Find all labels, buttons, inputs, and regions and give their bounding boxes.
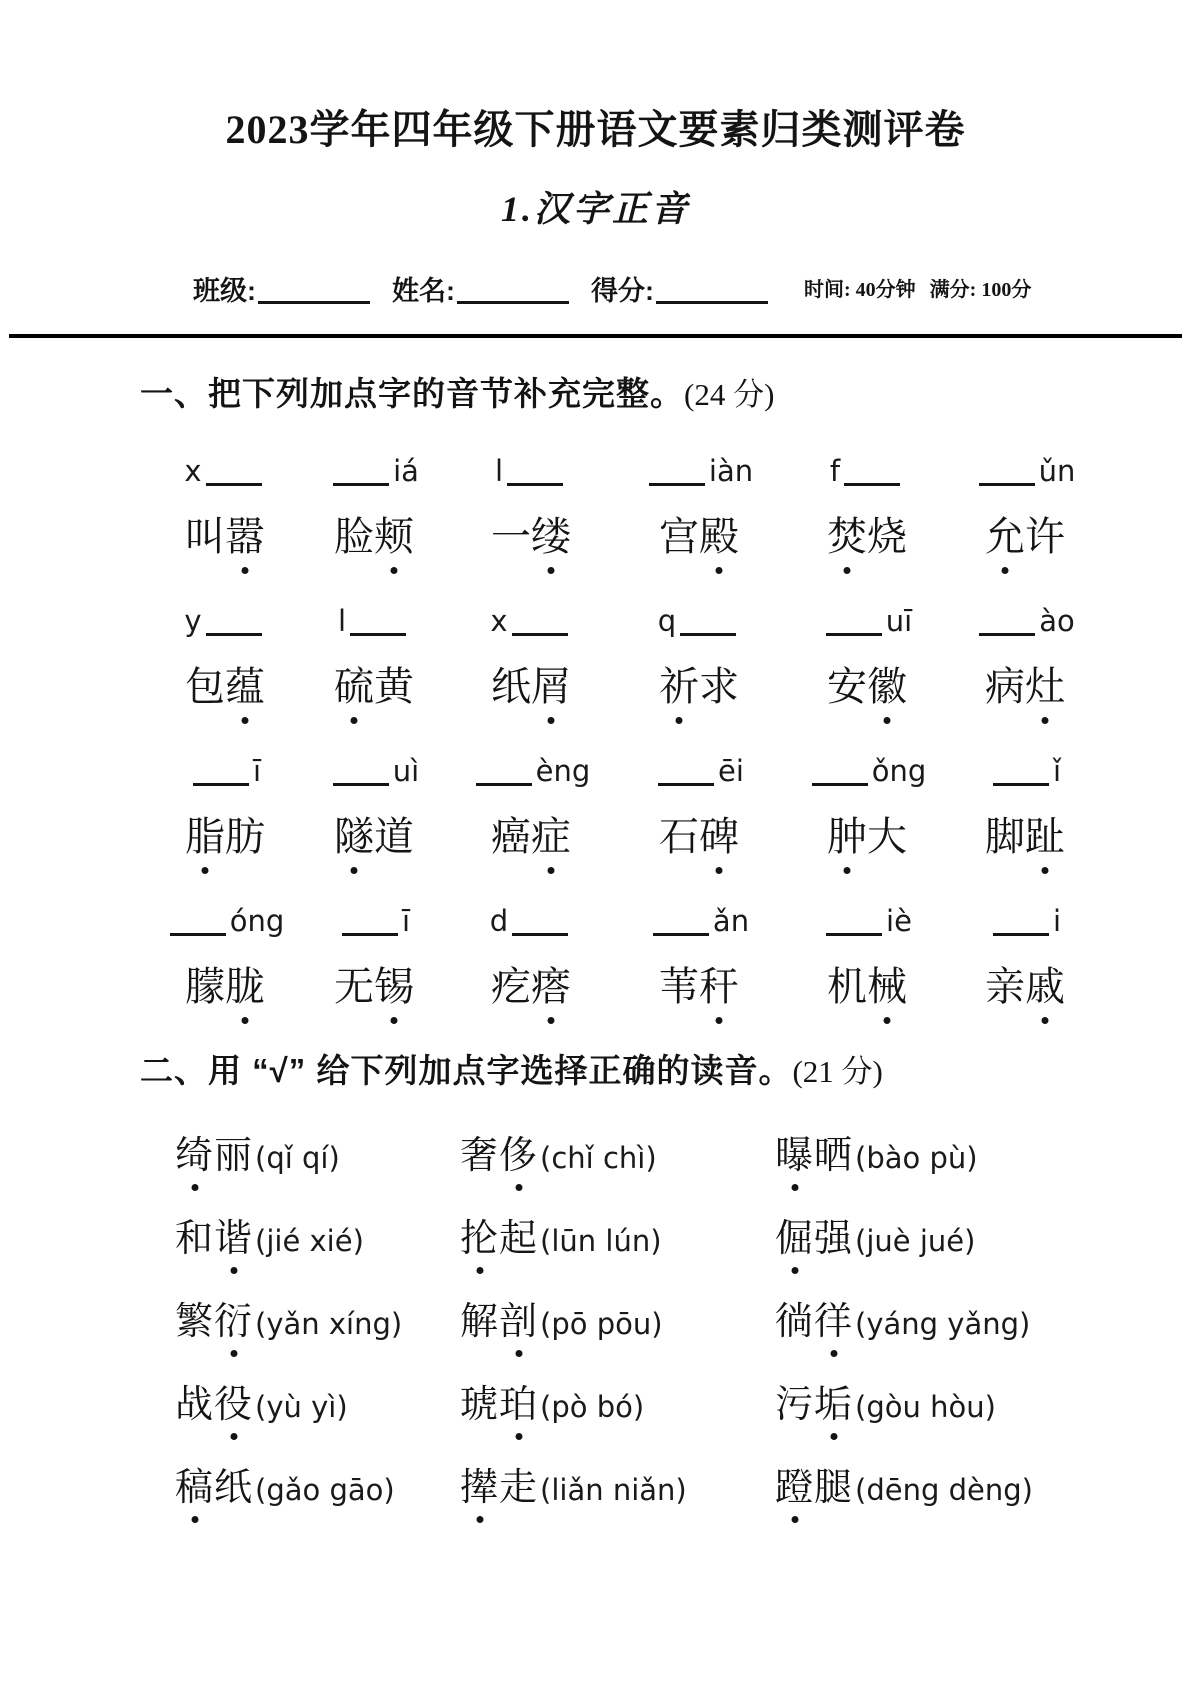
- dotted-character: 秆: [699, 959, 739, 1015]
- choice-item: [775, 1377, 1191, 1441]
- pinyin-options: (pò bó): [540, 1390, 645, 1424]
- word: [827, 664, 907, 709]
- pinyin-options: (liǎn niǎn): [540, 1473, 687, 1507]
- word: [185, 814, 265, 859]
- word: [827, 814, 907, 859]
- pinyin-initial: d: [489, 904, 509, 938]
- pinyin-item: [614, 449, 784, 493]
- word: [985, 514, 1065, 559]
- character: 亲: [985, 964, 1025, 1009]
- pinyin-blank-line: [333, 480, 389, 486]
- word: [460, 1301, 538, 1343]
- section-2-points: (21 分): [792, 1054, 883, 1089]
- dotted-character: 蹬: [775, 1460, 814, 1516]
- pinyin-blank-line: [826, 930, 882, 936]
- pinyin-row-1: [150, 449, 1191, 493]
- pinyin-options: (bào pù): [855, 1141, 978, 1175]
- pinyin-item: [448, 899, 614, 943]
- dotted-character: 硫: [334, 659, 374, 715]
- pinyin-blank-line: [206, 630, 262, 636]
- pinyin-options: (gòu hòu): [855, 1390, 996, 1424]
- character: 道: [374, 814, 414, 859]
- word: [985, 964, 1065, 1009]
- full-score-text: 满分: 100分: [929, 279, 1032, 301]
- character: 病: [985, 664, 1025, 709]
- pinyin-options: (yǎn xíng): [255, 1307, 403, 1341]
- pinyin-item: [150, 599, 300, 643]
- pinyin-final: uī: [885, 604, 913, 638]
- pinyin-initial: f: [829, 454, 841, 488]
- character: 奢: [460, 1135, 500, 1177]
- character: 琥: [460, 1384, 500, 1426]
- dotted-character: 蕴: [225, 659, 265, 715]
- word: [827, 514, 907, 559]
- section-1-points: (24 分): [684, 377, 775, 412]
- pinyin-item: [150, 449, 300, 493]
- character: 纸: [214, 1467, 254, 1509]
- word: [985, 814, 1065, 859]
- dotted-character: 徽: [867, 659, 907, 715]
- pinyin-blank-line: [350, 630, 406, 636]
- choice-row-5: [175, 1460, 1191, 1524]
- pinyin-item: [448, 599, 614, 643]
- pinyin-initial: l: [337, 604, 347, 638]
- pinyin-row-4: [150, 899, 1191, 943]
- pinyin-item: [784, 749, 950, 793]
- word-item: [448, 659, 614, 715]
- dotted-character: 殿: [699, 509, 739, 565]
- word: [659, 514, 739, 559]
- dotted-character: 曝: [775, 1128, 814, 1184]
- character: 大: [867, 814, 907, 859]
- word: [775, 1467, 853, 1509]
- dotted-character: 侈: [499, 1128, 538, 1184]
- pinyin-blank-line: [512, 930, 568, 936]
- pinyin-row-3: [150, 749, 1191, 793]
- dotted-character: 碑: [699, 809, 739, 865]
- section-1-heading: [140, 368, 1191, 415]
- choice-item: [775, 1294, 1191, 1358]
- character: 苇: [659, 964, 699, 1009]
- choice-item: [460, 1128, 775, 1192]
- word-item: [150, 959, 300, 1015]
- pinyin-options: (qǐ qí): [255, 1141, 340, 1175]
- word: [775, 1384, 853, 1426]
- choice-item: [175, 1377, 460, 1441]
- pinyin-item: [950, 599, 1100, 643]
- pinyin-final: óng: [229, 904, 285, 938]
- word-item: [448, 959, 614, 1015]
- reading-choice-grid: [175, 1128, 1191, 1524]
- dotted-character: 绮: [175, 1128, 214, 1184]
- class-blank-line: [258, 296, 370, 304]
- character: 叫: [185, 514, 225, 559]
- word: [175, 1384, 253, 1426]
- class-label: 班级:: [193, 276, 256, 306]
- pinyin-blank-line: [193, 780, 249, 786]
- dotted-character: 锡: [374, 959, 414, 1015]
- character: 解: [460, 1301, 500, 1343]
- word-item: [150, 509, 300, 565]
- character: 朦: [185, 964, 225, 1009]
- pinyin-options: (juè jué): [855, 1224, 976, 1258]
- word-item: [448, 509, 614, 565]
- word: [460, 1218, 538, 1260]
- section-2: [0, 1045, 1191, 1524]
- pinyin-item: [300, 449, 448, 493]
- pinyin-options: (chǐ chì): [540, 1141, 657, 1175]
- word-item: [784, 809, 950, 865]
- word: [460, 1135, 538, 1177]
- dotted-character: 趾: [1025, 809, 1065, 865]
- pinyin-final: uì: [392, 754, 420, 788]
- word: [175, 1135, 253, 1177]
- word-item: [300, 809, 448, 865]
- character: 石: [659, 814, 699, 859]
- pinyin-options: (pō pōu): [540, 1307, 663, 1341]
- dotted-character: 焚: [827, 509, 867, 565]
- dotted-character: 徉: [814, 1294, 853, 1350]
- character: 一: [491, 514, 531, 559]
- character: 许: [1025, 514, 1065, 559]
- dotted-character: 屑: [531, 659, 571, 715]
- character: 求: [699, 664, 739, 709]
- pinyin-options: (dēng dèng): [855, 1473, 1033, 1507]
- word-item: [150, 659, 300, 715]
- name-label: 姓名:: [392, 276, 455, 306]
- dotted-character: 垢: [814, 1377, 853, 1433]
- word: [775, 1301, 853, 1343]
- pinyin-item: [614, 899, 784, 943]
- choice-item: [175, 1211, 460, 1275]
- pinyin-initial: q: [657, 604, 677, 638]
- dotted-character: 戚: [1025, 959, 1065, 1015]
- character: 脚: [985, 814, 1025, 859]
- pinyin-blank-line: [993, 780, 1049, 786]
- character: 丽: [214, 1135, 254, 1177]
- pinyin-initial: l: [494, 454, 504, 488]
- section-2-heading-text: 二、用 “√” 给下列加点字选择正确的读音。: [140, 1052, 793, 1089]
- dotted-character: 症: [531, 809, 571, 865]
- paper-title: 2023学年四年级下册语文要素归类测评卷: [225, 107, 966, 152]
- word: [985, 664, 1065, 709]
- pinyin-initial: y: [184, 604, 202, 638]
- word: [659, 964, 739, 1009]
- word: [491, 814, 571, 859]
- dotted-character: 颊: [374, 509, 414, 565]
- pinyin-item: [784, 449, 950, 493]
- word: [775, 1218, 853, 1260]
- word-item: [784, 659, 950, 715]
- dotted-character: 灶: [1025, 659, 1065, 715]
- word: [175, 1301, 253, 1343]
- pinyin-blank-line: [653, 930, 709, 936]
- character: 腿: [814, 1467, 854, 1509]
- character: 包: [185, 664, 225, 709]
- character: 强: [814, 1218, 854, 1260]
- word: [334, 514, 414, 559]
- choice-item: [775, 1460, 1191, 1524]
- pinyin-blank-line: [507, 480, 563, 486]
- choice-item: [175, 1460, 460, 1524]
- word-item: [614, 809, 784, 865]
- character: 肪: [225, 814, 265, 859]
- word-item: [614, 959, 784, 1015]
- word-item: [614, 659, 784, 715]
- dotted-character: 缕: [531, 509, 571, 565]
- pinyin-blank-line: [844, 480, 900, 486]
- word: [175, 1218, 253, 1260]
- pinyin-blank-line: [476, 780, 532, 786]
- pinyin-final: ēi: [718, 754, 744, 788]
- word: [460, 1467, 538, 1509]
- character: 污: [775, 1384, 815, 1426]
- dotted-character: 剖: [499, 1294, 538, 1350]
- choice-item: [775, 1128, 1191, 1192]
- word-item: [950, 509, 1100, 565]
- pinyin-final: ǎn: [712, 904, 750, 938]
- pinyin-blank-line: [512, 630, 568, 636]
- word: [491, 664, 571, 709]
- pinyin-final: ǐ: [1052, 754, 1062, 788]
- word-item: [784, 509, 950, 565]
- word-item: [150, 809, 300, 865]
- pinyin-item: [300, 599, 448, 643]
- word: [775, 1135, 853, 1177]
- word: [185, 514, 265, 559]
- word-row-4: [150, 959, 1191, 1015]
- word-row-1: [150, 509, 1191, 565]
- choice-item: [775, 1211, 1191, 1275]
- character: 烧: [867, 514, 907, 559]
- word: [185, 664, 265, 709]
- word-item: [950, 659, 1100, 715]
- dotted-character: 倔: [775, 1211, 814, 1267]
- choice-item: [175, 1128, 460, 1192]
- pinyin-final: ǔn: [1038, 454, 1076, 488]
- pinyin-item: [614, 749, 784, 793]
- word-row-3: [150, 809, 1191, 865]
- pinyin-item: [950, 749, 1100, 793]
- pinyin-final: ī: [401, 904, 411, 938]
- character: 走: [499, 1467, 539, 1509]
- dotted-character: 允: [985, 509, 1025, 565]
- character: 疙: [491, 964, 531, 1009]
- pinyin-final: iá: [393, 454, 419, 488]
- dotted-character: 瘩: [531, 959, 571, 1015]
- pinyin-item: [950, 449, 1100, 493]
- pinyin-item: [784, 599, 950, 643]
- pinyin-options: (gǎo gāo): [255, 1473, 395, 1507]
- word-item: [300, 509, 448, 565]
- word-row-2: [150, 659, 1191, 715]
- word-item: [300, 959, 448, 1015]
- word: [827, 964, 907, 1009]
- pinyin-options: (yáng yǎng): [855, 1307, 1031, 1341]
- dotted-character: 祈: [659, 659, 699, 715]
- pinyin-item: [300, 749, 448, 793]
- dotted-character: 胧: [225, 959, 265, 1015]
- header-divider-line: [9, 334, 1182, 338]
- pinyin-initial: x: [490, 604, 508, 638]
- word-item: [614, 509, 784, 565]
- pinyin-blank-line: [649, 480, 705, 486]
- word: [460, 1384, 538, 1426]
- pinyin-blank-line: [812, 780, 868, 786]
- dotted-character: 稿: [175, 1460, 214, 1516]
- pinyin-item: [448, 749, 614, 793]
- character: 晒: [814, 1135, 854, 1177]
- pinyin-final: iàn: [708, 454, 754, 488]
- paper-subtitle: 1.汉字正音: [500, 189, 690, 229]
- word: [334, 814, 414, 859]
- choice-item: [460, 1211, 775, 1275]
- pinyin-final: ī: [252, 754, 262, 788]
- choice-row-1: [175, 1128, 1191, 1192]
- character: 起: [499, 1218, 539, 1260]
- dotted-character: 珀: [499, 1377, 538, 1433]
- word: [659, 664, 739, 709]
- section-2-heading: [140, 1045, 1191, 1092]
- name-blank-line: [457, 296, 569, 304]
- pinyin-item: [150, 749, 300, 793]
- dotted-character: 械: [867, 959, 907, 1015]
- choice-row-4: [175, 1377, 1191, 1441]
- word: [659, 814, 739, 859]
- pinyin-item: [950, 899, 1100, 943]
- word: [491, 964, 571, 1009]
- pinyin-final: iè: [886, 904, 912, 938]
- pinyin-blank-line: [333, 780, 389, 786]
- dotted-character: 肿: [827, 809, 867, 865]
- character: 安: [827, 664, 867, 709]
- pinyin-item: [448, 449, 614, 493]
- word: [491, 514, 571, 559]
- character: 无: [334, 964, 374, 1009]
- word: [334, 664, 414, 709]
- pinyin-final: èng: [535, 754, 591, 788]
- character: 和: [175, 1218, 215, 1260]
- pinyin-final: i: [1052, 904, 1062, 938]
- pinyin-blank-line: [680, 630, 736, 636]
- pinyin-item: [150, 899, 300, 943]
- choice-item: [460, 1460, 775, 1524]
- word-item: [300, 659, 448, 715]
- dotted-character: 隧: [334, 809, 374, 865]
- choice-item: [460, 1294, 775, 1358]
- dotted-character: 役: [214, 1377, 253, 1433]
- dotted-character: 脂: [185, 809, 225, 865]
- word: [334, 964, 414, 1009]
- pinyin-final: ǒng: [871, 754, 927, 788]
- pinyin-options: (lūn lún): [540, 1224, 662, 1258]
- pinyin-blank-line: [993, 930, 1049, 936]
- dotted-character: 嚣: [225, 509, 265, 565]
- word-item: [448, 809, 614, 865]
- character: 脸: [334, 514, 374, 559]
- choice-row-2: [175, 1211, 1191, 1275]
- pinyin-blank-line: [979, 480, 1035, 486]
- word-item: [950, 959, 1100, 1015]
- choice-item: [460, 1377, 775, 1441]
- character: 黄: [374, 664, 414, 709]
- pinyin-blank-line: [170, 930, 226, 936]
- pinyin-blank-line: [826, 630, 882, 636]
- pinyin-options: (yù yì): [255, 1390, 348, 1424]
- word-item: [950, 809, 1100, 865]
- pinyin-final: ào: [1039, 604, 1075, 638]
- student-info-row: [193, 276, 1191, 306]
- dotted-character: 撵: [460, 1460, 499, 1516]
- word-item: [784, 959, 950, 1015]
- section-1-heading-text: 一、把下列加点字的音节补充完整。: [140, 375, 684, 412]
- character: 战: [175, 1384, 215, 1426]
- character: 纸: [491, 664, 531, 709]
- pinyin-options: (jié xié): [255, 1224, 364, 1258]
- pinyin-row-2: [150, 599, 1191, 643]
- pinyin-item: [614, 599, 784, 643]
- word: [175, 1467, 253, 1509]
- character: 癌: [491, 814, 531, 859]
- character: 繁: [175, 1301, 215, 1343]
- dotted-character: 衍: [214, 1294, 253, 1350]
- character: 宫: [659, 514, 699, 559]
- dotted-character: 谐: [214, 1211, 253, 1267]
- dotted-character: 抡: [460, 1211, 499, 1267]
- choice-item: [175, 1294, 460, 1358]
- pinyin-item: [300, 899, 448, 943]
- character: 徜: [775, 1301, 815, 1343]
- pinyin-blank-line: [658, 780, 714, 786]
- time-limit-text: 时间: 40分钟: [804, 279, 916, 301]
- pinyin-blank-line: [342, 930, 398, 936]
- section-1: [0, 368, 1191, 1015]
- pinyin-blank-line: [206, 480, 262, 486]
- pinyin-initial: x: [184, 454, 202, 488]
- pinyin-item: [784, 899, 950, 943]
- pinyin-blank-line: [979, 630, 1035, 636]
- score-label: 得分:: [591, 276, 654, 306]
- character: 机: [827, 964, 867, 1009]
- word: [185, 964, 265, 1009]
- choice-row-3: [175, 1294, 1191, 1358]
- score-blank-line: [656, 296, 768, 304]
